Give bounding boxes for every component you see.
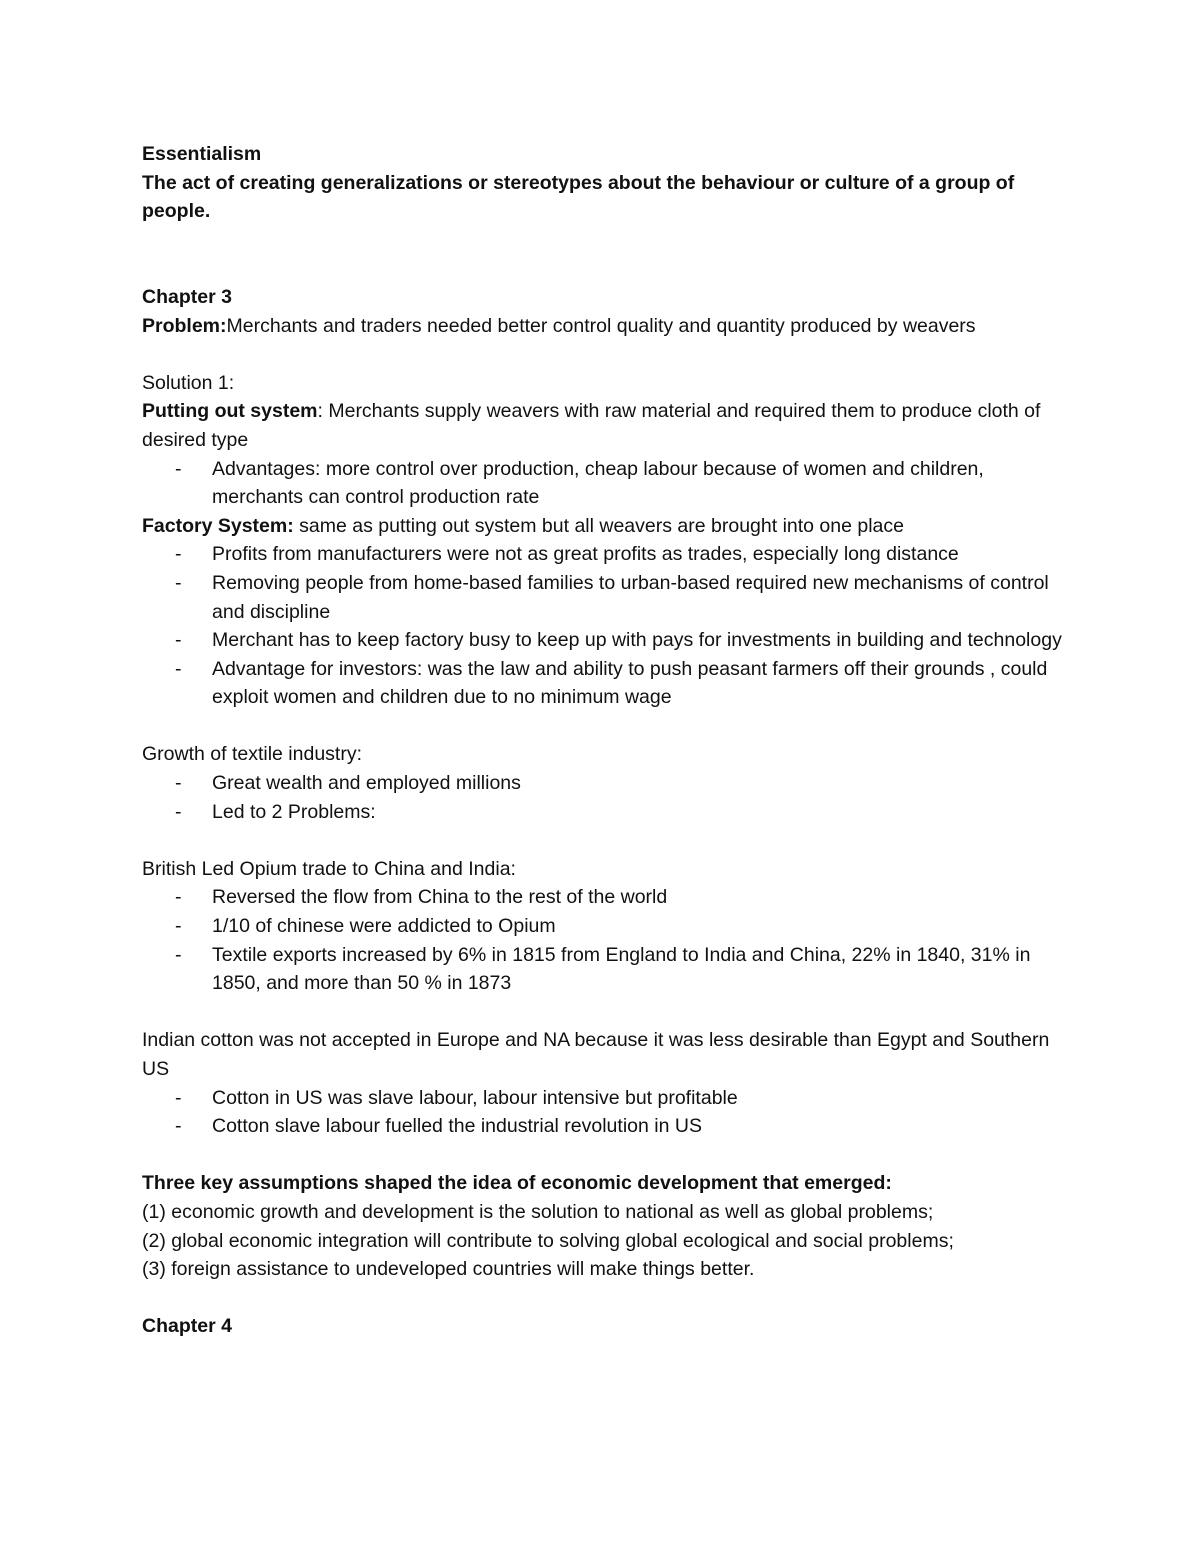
factory-paragraph (142, 512, 1072, 541)
spacer (142, 1141, 1072, 1170)
problem-label: Problem: (142, 314, 227, 337)
list-item: - Merchant has to keep factory busy to keep up with pays for investments in building and technology (142, 626, 1072, 655)
spacer (142, 340, 1072, 369)
list-item: - Led to 2 Problems: (142, 798, 1072, 827)
assumption-item: (3) foreign assistance to undeveloped countries will make things better. (142, 1258, 755, 1281)
list-item: - 1/10 of chinese were addicted to Opium (142, 912, 1072, 941)
list-item: - Profits from manufacturers were not as great profits as trades, especially long distance (142, 540, 1072, 569)
chapter4-heading: Chapter 4 (142, 1315, 232, 1338)
problem-text: Merchants and traders needed better control quality and quantity produced by weavers (226, 314, 976, 337)
putting-out-list (142, 455, 1072, 512)
putting-out-paragraph (142, 397, 1072, 454)
growth-heading: Growth of textile industry: (142, 743, 363, 766)
list-item: - Advantages: more control over production, cheap labour because of women and children, merchants can control production rate (142, 455, 1072, 512)
list-item: - Textile exports increased by 6% in 1815 from England to India and China, 22% in 1840, 31% in 1850, and more than 50 % in 1873 (142, 941, 1072, 998)
problem-paragraph (142, 312, 1072, 341)
list-item: - Reversed the flow from China to the rest of the world (142, 883, 1072, 912)
assumption-item: (1) economic growth and development is the solution to national as well as global problems; (142, 1200, 934, 1223)
document-page (142, 140, 1072, 1341)
putting-out-text: : Merchants supply weavers with raw material and required them to produce cloth of desired type (142, 400, 1041, 451)
essentialism-title: Essentialism (142, 143, 262, 165)
factory-list (142, 540, 1072, 712)
opium-heading: British Led Opium trade to China and India: (142, 857, 516, 880)
spacer (142, 826, 1072, 855)
spacer (142, 226, 1072, 283)
factory-text: same as putting out system but all weavers are brought into one place (293, 514, 904, 537)
list-item: - Cotton in US was slave labour, labour intensive but profitable (142, 1084, 1072, 1113)
chapter3-heading: Chapter 3 (142, 285, 232, 308)
growth-list (142, 769, 1072, 826)
opium-list (142, 883, 1072, 997)
putting-out-label: Putting out system (142, 400, 318, 423)
essentialism-definition: The act of creating generalizations or stereotypes about the behaviour or culture of a group of people. (142, 171, 1015, 223)
assumptions-heading: Three key assumptions shaped the idea of economic development that emerged: (142, 1172, 892, 1195)
spacer (142, 998, 1072, 1027)
assumption-item: (2) global economic integration will contribute to solving global ecological and social problems; (142, 1229, 954, 1252)
solution1-label: Solution 1: (142, 371, 235, 394)
list-item: - Great wealth and employed millions (142, 769, 1072, 798)
list-item: - Removing people from home-based families to urban-based required new mechanisms of control and discipline (142, 569, 1072, 626)
list-item: - Cotton slave labour fuelled the industrial revolution in US (142, 1112, 1072, 1141)
list-item: - Advantage for investors: was the law and ability to push peasant farmers off their grounds , could exploit women and children due to no minimum wage (142, 655, 1072, 712)
factory-label: Factory System: (142, 514, 294, 537)
spacer (142, 1284, 1072, 1313)
cotton-heading: Indian cotton was not accepted in Europe and NA because it was less desirable than Egypt and Southern US (142, 1029, 1050, 1080)
spacer (142, 712, 1072, 741)
cotton-list (142, 1084, 1072, 1141)
